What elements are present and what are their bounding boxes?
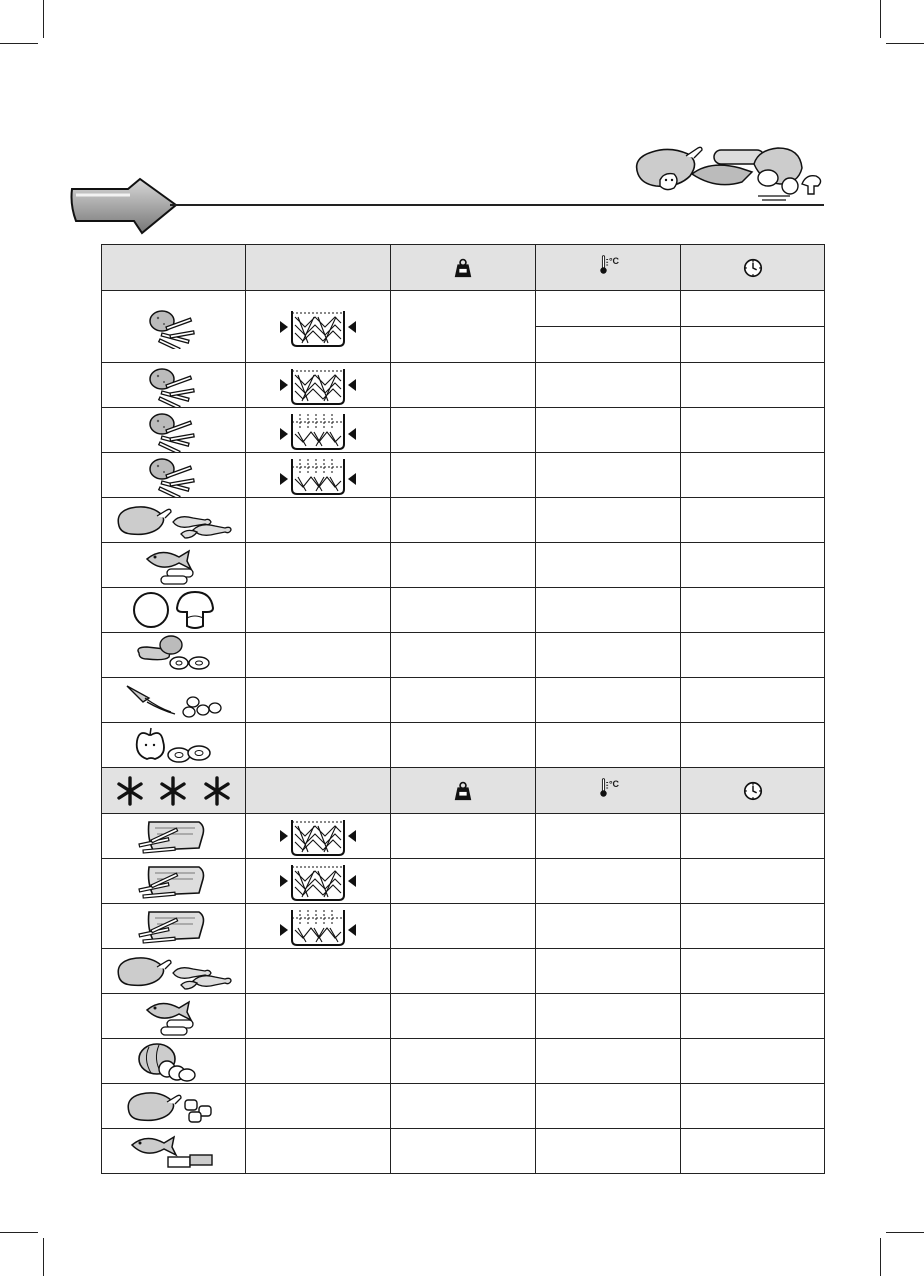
cell-time: [681, 859, 825, 904]
basket-full-icon: [278, 305, 358, 349]
cell-basket-fill: [246, 859, 391, 904]
cell-food: [102, 1084, 246, 1129]
header-cell-time: [681, 768, 825, 814]
potato-fries-icon: [144, 305, 204, 349]
table-row: [102, 291, 825, 327]
cell-temperature: [536, 904, 681, 949]
cell-food: [102, 588, 246, 633]
cell-quantity: [391, 1084, 536, 1129]
cell-food: [102, 723, 246, 768]
cell-temperature: [536, 859, 681, 904]
cell-food: [102, 1129, 246, 1174]
cell-time: [681, 498, 825, 543]
cell-basket-fill: [246, 363, 391, 408]
cell-food: [102, 994, 246, 1039]
cell-quantity: [391, 859, 536, 904]
cell-temperature: [536, 1129, 681, 1174]
header-cell-quantity: [391, 245, 536, 291]
vegetables-icon: [129, 633, 219, 677]
crop-mark: [43, 0, 44, 38]
cell-temperature: [536, 408, 681, 453]
cell-food: [102, 363, 246, 408]
table-row: [102, 859, 825, 904]
cell-basket-fill: [246, 678, 391, 723]
cell-food: [102, 543, 246, 588]
cell-quantity: [391, 588, 536, 633]
table-row: [102, 723, 825, 768]
cell-food: [102, 633, 246, 678]
cell-time: [681, 633, 825, 678]
cell-quantity: [391, 498, 536, 543]
header-cell-temperature: [536, 768, 681, 814]
cell-temperature: [536, 588, 681, 633]
cell-quantity: [391, 291, 536, 363]
cell-food: [102, 949, 246, 994]
cell-food: [102, 408, 246, 453]
cell-basket-fill: [246, 723, 391, 768]
frozen-fries-bag-icon: [129, 904, 219, 948]
chicken-icon: [109, 498, 239, 542]
header-cell-basket-fill: [246, 245, 391, 291]
cell-food: [102, 453, 246, 498]
crop-mark: [880, 1238, 881, 1276]
cell-basket-fill: [246, 633, 391, 678]
basket-half-icon: [278, 408, 358, 452]
cell-basket-fill: [246, 408, 391, 453]
cell-time: [681, 291, 825, 327]
basket-full-icon: [278, 814, 358, 858]
cell-temperature: [536, 453, 681, 498]
cell-temperature: [536, 498, 681, 543]
table-row: [102, 949, 825, 994]
table-row: [102, 408, 825, 453]
fish-icon: [139, 543, 209, 587]
cell-quantity: [391, 363, 536, 408]
cell-temperature: [536, 949, 681, 994]
cell-quantity: [391, 994, 536, 1039]
fish-icon: [139, 994, 209, 1038]
table-row: [102, 814, 825, 859]
cell-basket-fill: [246, 1084, 391, 1129]
cell-basket-fill: [246, 994, 391, 1039]
snowflake-icon: [115, 776, 145, 806]
table-row: [102, 1084, 825, 1129]
table-row: [102, 453, 825, 498]
basket-half-icon: [278, 453, 358, 497]
cell-basket-fill: [246, 904, 391, 949]
thermometer-unit-label: °C: [608, 256, 620, 266]
crop-mark: [0, 1232, 38, 1233]
cell-time: [681, 723, 825, 768]
header-cell-temperature: [536, 245, 681, 291]
cell-basket-fill: [246, 453, 391, 498]
frozen-snowflakes-icon: [102, 776, 245, 806]
cell-temperature: [536, 994, 681, 1039]
cell-time: [681, 949, 825, 994]
cell-time: [681, 543, 825, 588]
cell-quantity: [391, 543, 536, 588]
weight-icon: [452, 780, 474, 802]
table-row: [102, 1129, 825, 1174]
crop-mark: [43, 1238, 44, 1276]
cell-time: [681, 678, 825, 723]
frozen-fries-bag-icon: [129, 814, 219, 858]
basket-full-icon: [278, 363, 358, 407]
potato-fries-icon: [144, 408, 204, 452]
chicken-icon: [109, 949, 239, 993]
food-cluster-icon: [630, 140, 826, 204]
crop-mark: [886, 1232, 924, 1233]
cell-basket-fill: [246, 1039, 391, 1084]
cell-temperature: [536, 723, 681, 768]
snowflake-icon: [202, 776, 232, 806]
weight-icon: [452, 257, 474, 279]
crop-mark: [886, 43, 924, 44]
squid-icon: [119, 678, 229, 722]
cell-basket-fill: [246, 291, 391, 363]
cell-food: [102, 904, 246, 949]
basket-full-icon: [278, 859, 358, 903]
table-row: [102, 498, 825, 543]
table-row: [102, 588, 825, 633]
cell-food: [102, 1039, 246, 1084]
cell-basket-fill: [246, 498, 391, 543]
apple-fritter-icon: [129, 723, 219, 767]
frozen-fries-bag-icon: [129, 859, 219, 903]
thermometer-unit-label: °C: [608, 779, 620, 789]
header-cell-quantity: [391, 768, 536, 814]
cell-time: [681, 453, 825, 498]
table-row: [102, 543, 825, 588]
cell-quantity: [391, 814, 536, 859]
cell-time: [681, 408, 825, 453]
table-header-row: [102, 768, 825, 814]
cell-quantity: [391, 678, 536, 723]
table-row: [102, 633, 825, 678]
cell-time: [681, 588, 825, 633]
fish-sticks-icon: [124, 1129, 224, 1173]
cell-temperature: [536, 543, 681, 588]
table-row: [102, 904, 825, 949]
table-row: [102, 1039, 825, 1084]
onion-rings-icon: [129, 1039, 219, 1083]
cell-food: [102, 498, 246, 543]
table-row: [102, 363, 825, 408]
cell-food: [102, 678, 246, 723]
header-cell-food: [102, 768, 246, 814]
cell-time: [681, 363, 825, 408]
header-rule: [170, 204, 824, 206]
cell-quantity: [391, 408, 536, 453]
cell-basket-fill: [246, 814, 391, 859]
arrow-right-icon: [68, 175, 180, 239]
cell-temperature: [536, 633, 681, 678]
cell-temperature: [536, 1039, 681, 1084]
cell-temperature: [536, 1084, 681, 1129]
crop-mark: [880, 0, 881, 38]
cell-food: [102, 859, 246, 904]
cell-time: [681, 327, 825, 363]
crop-mark: [0, 43, 38, 44]
cell-temperature: [536, 678, 681, 723]
header-cell-food: [102, 245, 246, 291]
cell-time: [681, 904, 825, 949]
cell-basket-fill: [246, 1129, 391, 1174]
header-cell-basket-fill: [246, 768, 391, 814]
cell-quantity: [391, 1129, 536, 1174]
table-header-row: [102, 245, 825, 291]
chicken-nuggets-icon: [119, 1084, 229, 1128]
potato-fries-icon: [144, 363, 204, 407]
cell-temperature: [536, 291, 681, 327]
table-row: [102, 678, 825, 723]
cell-time: [681, 1039, 825, 1084]
clock-icon: [742, 257, 764, 279]
cell-time: [681, 1084, 825, 1129]
cell-basket-fill: [246, 588, 391, 633]
cell-basket-fill: [246, 543, 391, 588]
table-row: [102, 994, 825, 1039]
basket-half-icon: [278, 904, 358, 948]
cooking-chart-table: [101, 244, 825, 1174]
cell-food: [102, 291, 246, 363]
cell-time: [681, 814, 825, 859]
cell-quantity: [391, 453, 536, 498]
clock-icon: [742, 780, 764, 802]
cell-quantity: [391, 633, 536, 678]
cell-temperature: [536, 363, 681, 408]
cell-quantity: [391, 1039, 536, 1084]
snowflake-icon: [158, 776, 188, 806]
cell-quantity: [391, 949, 536, 994]
potato-fries-icon: [144, 453, 204, 497]
cell-basket-fill: [246, 949, 391, 994]
cell-quantity: [391, 723, 536, 768]
header-cell-time: [681, 245, 825, 291]
cell-food: [102, 814, 246, 859]
cell-time: [681, 994, 825, 1039]
cell-quantity: [391, 904, 536, 949]
cell-temperature: [536, 814, 681, 859]
mushroom-icon: [129, 588, 219, 632]
cell-time: [681, 1129, 825, 1174]
cell-temperature: [536, 327, 681, 363]
